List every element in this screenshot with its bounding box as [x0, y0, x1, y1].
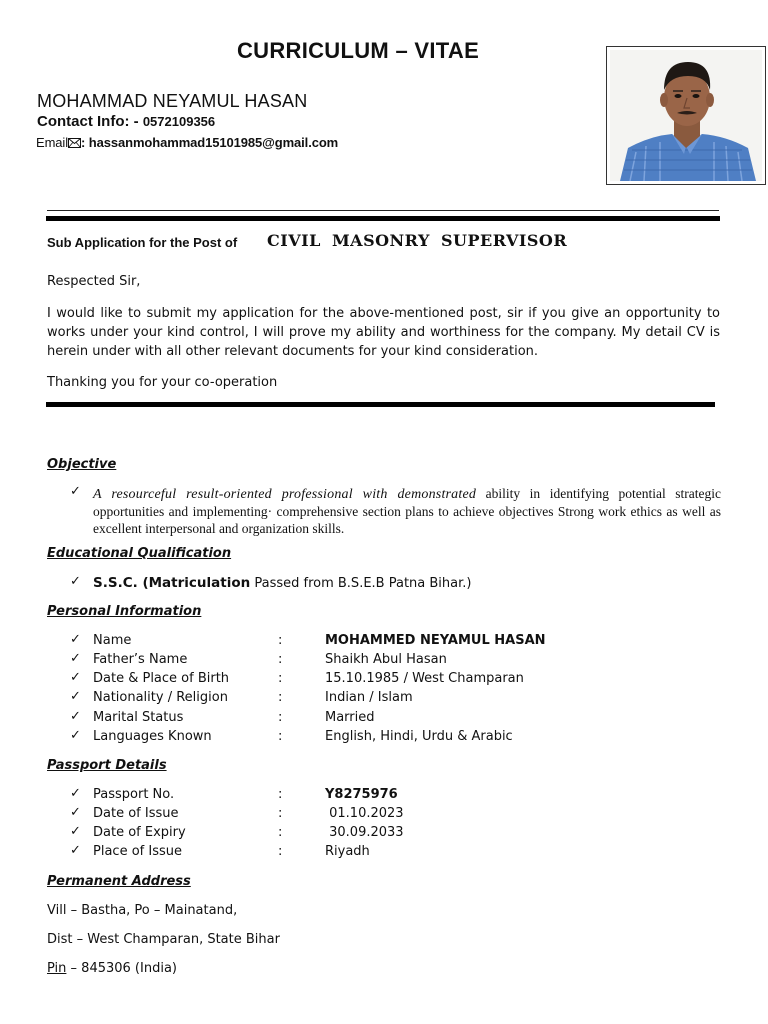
divider-thick: [46, 216, 720, 221]
row-value: MOHAMMED NEYAMUL HASAN: [325, 633, 546, 648]
row-label: Name: [93, 633, 132, 648]
row-colon: :: [278, 729, 283, 744]
passport-heading: Passport Details: [47, 758, 167, 773]
email-separator: :: [81, 135, 86, 150]
education-heading: Educational Qualification: [47, 546, 232, 561]
check-icon: ✓: [70, 484, 81, 499]
row-value: 15.10.1985 / West Champaran: [325, 671, 524, 686]
pin-label: Pin: [47, 961, 67, 976]
objective-text: [93, 485, 721, 537]
row-colon: :: [278, 690, 283, 705]
check-icon: ✓: [70, 574, 81, 589]
check-icon: ✓: [70, 843, 81, 858]
email-address: hassanmohammad15101985@gmail.com: [88, 135, 339, 150]
address-pin: [47, 961, 177, 976]
cv-title: CURRICULUM – VITAE: [236, 38, 480, 63]
divider-thin: [47, 210, 719, 211]
envelope-icon: [68, 136, 81, 151]
row-label: Place of Issue: [93, 844, 182, 859]
check-icon: ✓: [70, 805, 81, 820]
row-colon: :: [278, 844, 283, 859]
subject-label: Sub Application for the Post of: [47, 235, 238, 250]
application-body: I would like to submit my application for the above-mentioned post, sir if you give an opportunity to works under your kind control, I will prove my ability and worthiness for the company. My detail CV is herein under with all other relevant documents for your kind consideration.: [47, 306, 720, 359]
row-colon: :: [278, 710, 283, 725]
contact-label: Contact Info: -: [37, 113, 139, 130]
row-value: Riyadh: [325, 844, 370, 859]
check-icon: ✓: [70, 632, 81, 647]
row-label: Passport No.: [93, 787, 175, 802]
check-icon: ✓: [70, 824, 81, 839]
row-colon: :: [278, 633, 283, 648]
row-colon: :: [278, 806, 283, 821]
row-label: Nationality / Religion: [93, 690, 228, 705]
row-colon: :: [278, 825, 283, 840]
personal-heading: Personal Information: [47, 604, 202, 619]
check-icon: ✓: [70, 651, 81, 666]
row-label: Date & Place of Birth: [93, 671, 230, 686]
post-title: CIVIL MASONRY SUPERVISOR: [267, 231, 568, 250]
divider-thick-2: [46, 402, 715, 407]
address-heading: Permanent Address: [47, 874, 191, 889]
row-colon: :: [278, 652, 283, 667]
objective-italic: A resourceful result-oriented professional with demonstrated: [93, 487, 477, 502]
contact-number: 0572109356: [142, 114, 216, 129]
check-icon: ✓: [70, 728, 81, 743]
row-value: Indian / Islam: [325, 690, 413, 705]
objective-rest: ability in identifying potential strategic opportunities and implementing· comprehensive section plans to achieve objectives Strong work ethics as well as excellent interpersonal and organization skills.: [93, 486, 721, 536]
row-value: Married: [325, 710, 375, 725]
address-line-2: Dist – West Champaran, State Bihar: [47, 932, 280, 947]
applicant-name: MOHAMMAD NEYAMUL HASAN: [37, 91, 308, 111]
pin-value: – 845306 (India): [66, 961, 177, 976]
row-label: Father’s Name: [93, 652, 188, 667]
closing-line: Thanking you for your co-operation: [47, 375, 278, 390]
email-line: [36, 135, 338, 151]
row-label: Date of Issue: [93, 806, 179, 821]
contact-info: [37, 113, 215, 130]
education-item: [93, 575, 471, 591]
row-value: Y8275976: [325, 787, 398, 802]
row-value: 01.10.2023: [325, 806, 404, 821]
row-value: English, Hindi, Urdu & Arabic: [325, 729, 513, 744]
row-colon: :: [278, 787, 283, 802]
education-detail: Passed from B.S.E.B Patna Bihar.): [250, 576, 472, 591]
objective-heading: Objective: [47, 457, 117, 472]
check-icon: ✓: [70, 670, 81, 685]
row-value: Shaikh Abul Hasan: [325, 652, 447, 667]
check-icon: ✓: [70, 786, 81, 801]
row-label: Marital Status: [93, 710, 184, 725]
address-line-1: Vill – Bastha, Po – Mainatand,: [47, 903, 238, 918]
row-label: Languages Known: [93, 729, 212, 744]
row-value: 30.09.2033: [325, 825, 404, 840]
row-colon: :: [278, 671, 283, 686]
email-label: Email: [36, 135, 69, 150]
row-label: Date of Expiry: [93, 825, 186, 840]
salutation: Respected Sir,: [47, 274, 141, 289]
check-icon: ✓: [70, 709, 81, 724]
check-icon: ✓: [70, 689, 81, 704]
applicant-photo: [606, 46, 766, 185]
education-qualification: S.S.C. (Matriculation: [93, 575, 251, 591]
